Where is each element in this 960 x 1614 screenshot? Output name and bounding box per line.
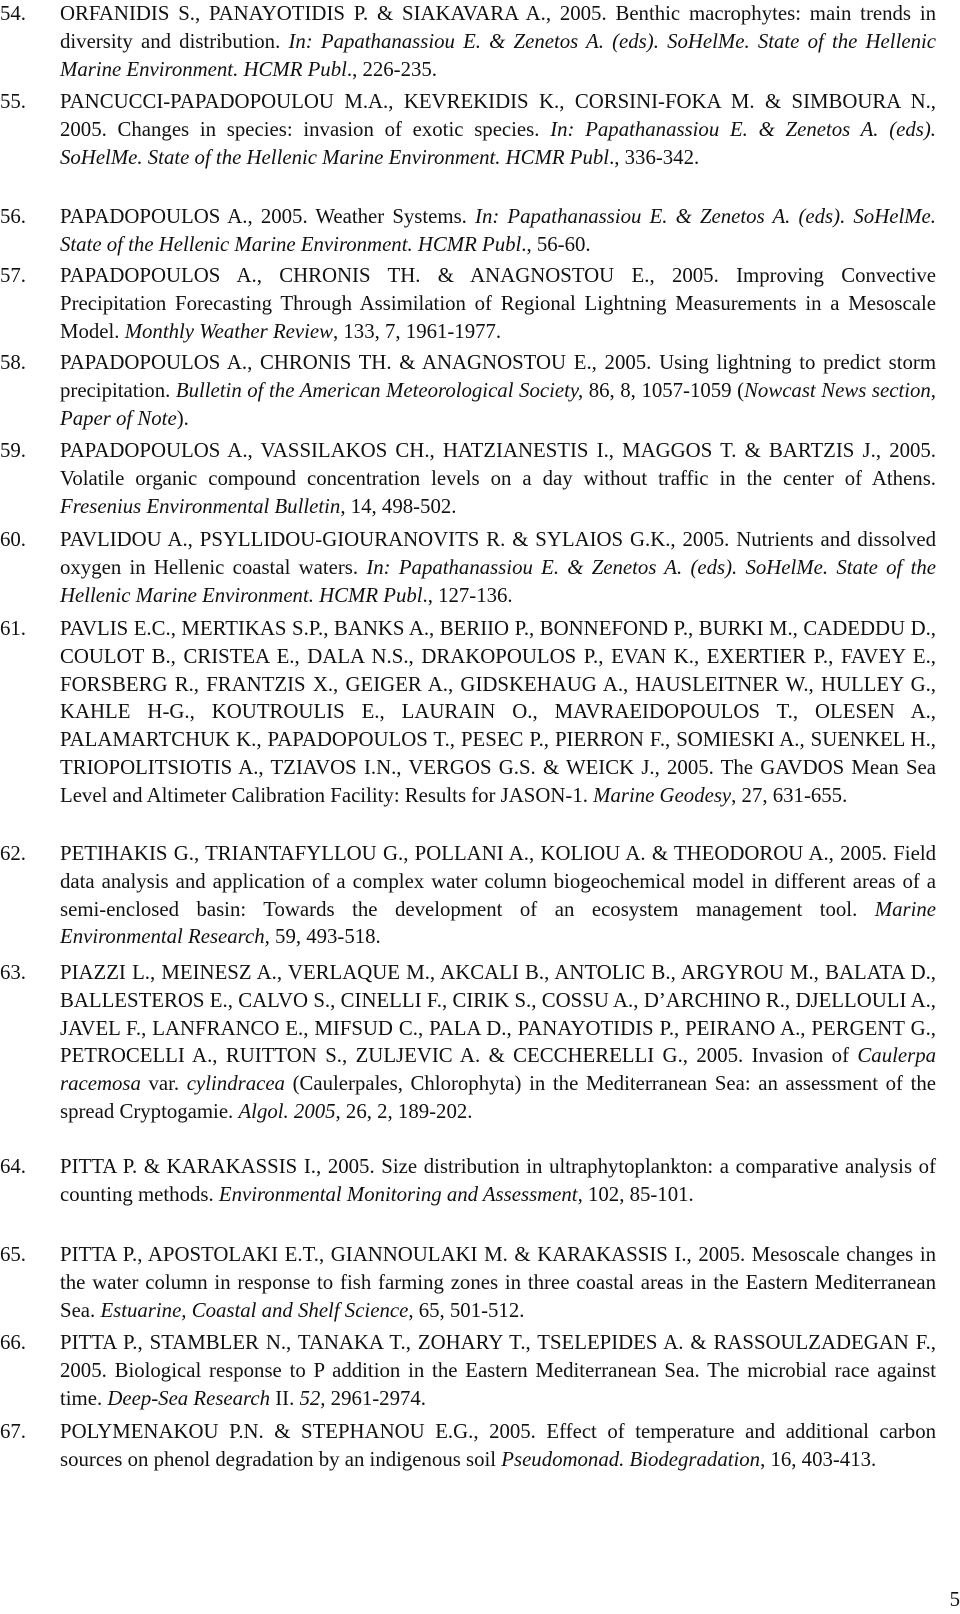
reference-number: 64. — [0, 1155, 26, 1178]
reference-segment: PAVLIDOU A., PSYLLIDOU-GIOURANOVITS R. & SYLAIOS G.K., 2005. Nutrients and dissolved oxygen in Hellenic coastal waters. — [60, 528, 936, 579]
reference-segment: PIAZZI L., MEINESZ A., VERLAQUE M., AKCALI B., ANTOLIC B., ARGYROU M., BALATA D., BALLESTEROS E., CALVO S., CINELLI F., CIRIK S., COSSU A., D’ARCHINO R., DJELLOULI A., JAVEL F., LANFRANCO E., MIFSUD C., PALA D., PANAYOTIDIS P., PEIRANO A., PERGENT G., PETROCELLI A., RUITTON S., ZULJEVIC A. & CECCHERELLI G., 2005. Invasion of — [60, 961, 936, 1068]
reference-text — [60, 1418, 936, 1474]
reference-segment: 59, 493-518. — [269, 925, 381, 949]
reference-text — [60, 262, 936, 345]
reference-italic-segment: Deep-Sea Research — [107, 1386, 271, 1410]
reference-segment: PAPADOPOULOS A., 2005. Weather Systems. — [60, 205, 476, 228]
reference-italic-segment: Algol. 2005 — [238, 1099, 336, 1123]
reference-segment: , 65, 501-512. — [408, 1298, 525, 1322]
page-number: 5 — [949, 1588, 960, 1611]
reference-segment: PITTA P., APOSTOLAKI E.T., GIANNOULAKI M. & KARAKASSIS I., 2005. Mesoscale changes in the water column in response to fish farming zones in three coastal areas in the Eastern Mediterranean Sea. — [60, 1243, 936, 1322]
reference-segment: 86, 8, 1057-1059 ( — [583, 378, 745, 402]
reference-italic-segment: Caulerpa racemosa — [60, 1044, 936, 1096]
reference-text — [60, 1241, 936, 1324]
reference-italic-segment: 52, — [299, 1386, 326, 1410]
reference-italic-segment: In: Papathanassiou E. & Zenetos A. (eds). SoHelMe. State of the Hellenic Marine Environment. HCMR Publ — [60, 117, 936, 169]
reference-italic-segment: Bulletin of the American Meteorological Society, — [175, 378, 584, 402]
reference-italic-segment: Environmental Monitoring and Assessment, — [218, 1182, 583, 1206]
reference-segment: ., 226-235. — [346, 57, 437, 81]
reference-text — [60, 203, 936, 259]
reference-segment: , 14, 498-502. — [340, 494, 457, 518]
reference-segment: PAPADOPOULOS A., VASSILAKOS CH., HATZIANESTIS I., MAGGOS T. & BARTZIS J., 2005. Volatile organic compound concentration levels on a day without traffic in the center of Athens. — [60, 439, 936, 490]
reference-italic-segment: cylindracea — [186, 1072, 285, 1096]
reference-italic-segment: Estuarine, Coastal and Shelf Science — [100, 1298, 409, 1322]
reference-text — [60, 959, 936, 1126]
reference-segment: ORFANIDIS S., PANAYOTIDIS P. & SIAKAVARA A., 2005. Benthic macrophytes: main trends in diversity and distribution. — [60, 2, 936, 53]
reference-number: 59. — [0, 439, 26, 462]
reference-text — [60, 615, 936, 810]
reference-number: 58. — [0, 351, 26, 374]
reference-text — [60, 526, 936, 609]
reference-text — [60, 1329, 936, 1412]
reference-segment: , 133, 7, 1961-1977. — [333, 319, 502, 343]
reference-italic-segment: In: Papathanassiou E. & Zenetos A. (eds). SoHelMe. State of the Hellenic Marine Environment. HCMR Publ — [60, 29, 936, 81]
reference-segment: PAPADOPOULOS A., CHRONIS TH. & ANAGNOSTOU E., 2005. Improving Convective Precipitation Forecasting Through Assimilation of Regional Lightning Measurements in a Mesoscale Model. — [60, 264, 936, 343]
reference-italic-segment: Fresenius Environmental Bulletin — [60, 494, 341, 518]
reference-text — [60, 840, 936, 951]
reference-number: 56. — [0, 205, 26, 228]
reference-segment: ., 127-136. — [422, 583, 513, 607]
reference-text — [60, 1153, 936, 1209]
reference-number: 54. — [0, 2, 26, 25]
reference-number: 67. — [0, 1420, 26, 1443]
reference-number: 57. — [0, 264, 26, 287]
reference-segment: PAPADOPOULOS A., CHRONIS TH. & ANAGNOSTOU E., 2005. Using lightning to predict storm precipitation. — [60, 351, 936, 402]
reference-italic-segment: In: Papathanassiou E. & Zenetos A. (eds). SoHelMe. State of the Hellenic Marine Environment. HCMR Publ — [60, 555, 936, 607]
reference-text — [60, 437, 936, 520]
reference-number: 63. — [0, 961, 26, 984]
reference-segment: , 26, 2, 189-202. — [335, 1099, 473, 1123]
reference-number: 61. — [0, 617, 26, 640]
reference-italic-segment: Pseudomonad. Biodegradation — [501, 1447, 761, 1471]
reference-italic-segment: In: Papathanassiou E. & Zenetos A. (eds). SoHelMe. State of the Hellenic Marine Environment. HCMR Publ — [60, 205, 936, 256]
reference-segment: , 16, 403-413. — [760, 1447, 877, 1471]
reference-segment: POLYMENAKOU P.N. & STEPHANOU E.G., 2005. Effect of temperature and additional carbon sources on phenol degradation by an indigenous soil — [60, 1420, 936, 1471]
reference-italic-segment: Monthly Weather Review — [124, 319, 333, 343]
reference-number: 65. — [0, 1243, 26, 1266]
reference-number: 55. — [0, 90, 26, 113]
reference-italic-segment: Nowcast News section, Paper of Note — [60, 378, 937, 430]
reference-number: 60. — [0, 528, 26, 551]
reference-italic-segment: Marine Environmental Research, — [60, 897, 936, 949]
reference-segment: var. — [140, 1072, 187, 1096]
reference-segment: PAVLIS E.C., MERTIKAS S.P., BANKS A., BERIIO P., BONNEFOND P., BURKI M., CADEDDU D., COULOT B., CRISTEA E., DALA N.S., DRAKOPOULOS P., EVAN K., EXERTIER P., FAVEY E., FORSBERG R., FRANTZIS X., GEIGER A., GIDSKEHAUG A., HAUSLEITNER W., HULLEY G., KAHLE H-G., KOUTROULIS E., LAURAIN O., MAVRAEIDOPOULOS T., OLESEN A., PALAMARTCHUK K., PAPADOPOULOS T., PESEC P., PIERRON F., SOMIESKI A., SUENKEL H., TRIOPOLITSIOTIS A., TZIAVOS I.N., VERGOS G.S. & WEICK J., 2005. The GAVDOS Mean Sea Level and Altimeter Calibration Facility: Results for JASON-1. — [60, 617, 936, 807]
reference-segment: ). — [176, 406, 189, 430]
reference-segment: PITTA P., STAMBLER N., TANAKA T., ZOHARY T., TSELEPIDES A. & RASSOULZADEGAN F., 2005. Biological response to P addition in the Eastern Mediterranean Sea. The microbial race against time. — [60, 1331, 936, 1410]
reference-segment: ., 56-60. — [521, 232, 591, 256]
reference-segment: PETIHAKIS G., TRIANTAFYLLOU G., POLLANI A., KOLIOU A. & THEODOROU A., 2005. Field data analysis and application of a complex water column biogeochemical model in different areas of a semi-enclosed basin: Towards the development of an ecosystem management tool. — [60, 842, 936, 921]
reference-segment: II. — [270, 1386, 300, 1410]
reference-segment: ., 336-342. — [609, 145, 700, 169]
reference-segment: (Caulerpales, Chlorophyta) in the Mediterranean Sea: an assessment of the spread Cryptogamie. — [60, 1072, 936, 1123]
reference-italic-segment: Marine Geodesy — [593, 783, 732, 807]
reference-text — [60, 88, 936, 171]
reference-number: 62. — [0, 842, 26, 865]
reference-segment: PANCUCCI-PAPADOPOULOU M.A., KEVREKIDIS K., CORSINI-FOKA M. & SIMBOURA N., 2005. Changes in species: invasion of exotic species. — [60, 90, 936, 141]
reference-segment: , 27, 631-655. — [731, 783, 848, 807]
reference-text — [60, 0, 936, 83]
reference-segment: 2961-2974. — [325, 1386, 426, 1410]
reference-text — [60, 349, 936, 432]
reference-segment: PITTA P. & KARAKASSIS I., 2005. Size distribution in ultraphytoplankton: a comparative analysis of counting methods. — [60, 1155, 936, 1206]
reference-number: 66. — [0, 1331, 26, 1354]
reference-segment: 102, 85-101. — [582, 1182, 694, 1206]
